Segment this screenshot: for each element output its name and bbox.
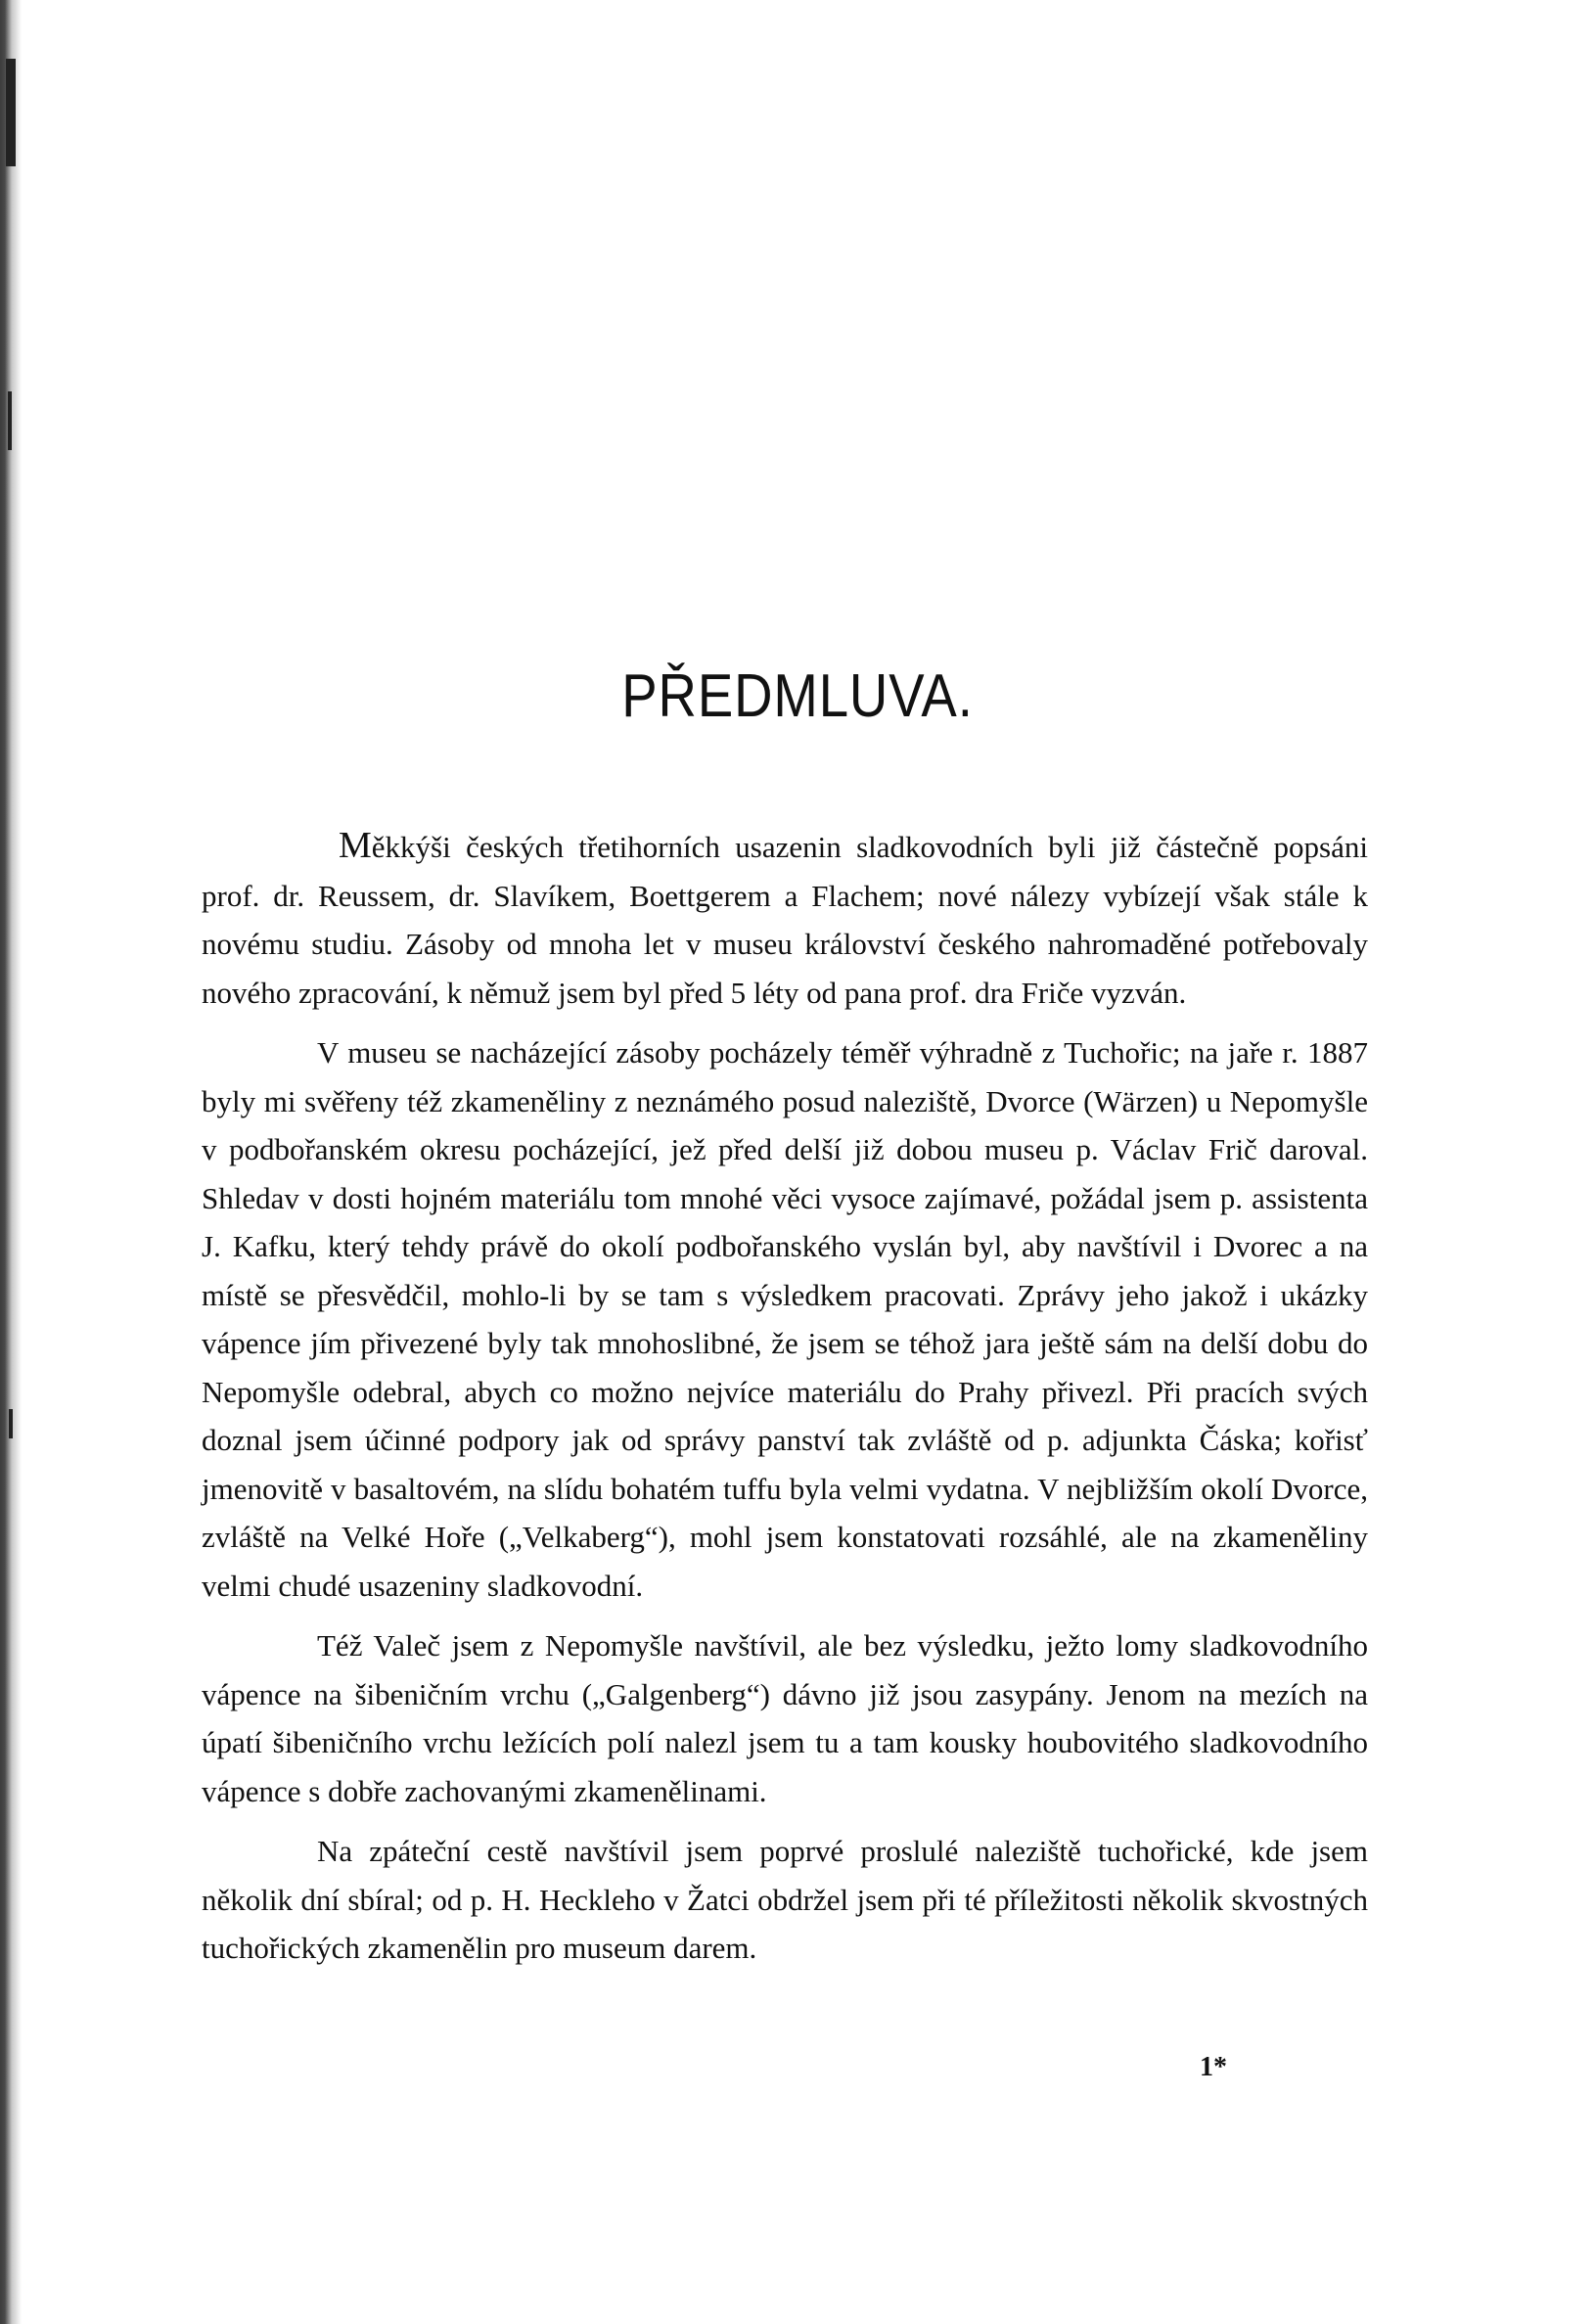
- body-text: [202, 822, 1368, 1984]
- signature-mark: 1*: [1200, 2052, 1227, 2082]
- scan-edge-mark: [6, 59, 16, 166]
- paragraph-text: ěkkýši českých třetihorních usazenin sladkovodních byli již částečně popsáni prof. dr. Reussem, dr. Slavíkem, Boettgerem a Flachem; nové nálezy vybízejí však stále k novému studiu. Zásoby od mnoha let v museu království českého nahromaděné potřebovaly nového zpracování, k němuž jsem byl před 5 léty od pana prof. dra Friče vyzván.: [202, 830, 1368, 1010]
- page-title: PŘEDMLUVA.: [621, 662, 974, 730]
- paragraph: Též Valeč jsem z Nepomyšle navštívil, ale bez výsledku, ježto lomy sladkovodního vápence na šibeničním vrchu („Galgenberg“) dávno již jsou zasypány. Jenom na mezích na úpatí šibeničního vrchu ležících polí nalezl jsem tu a tam kousky houbovitého sladkovodního vápence s dobře zachovanými zkamenělinami.: [202, 1628, 1368, 1808]
- scan-binding-edge: [0, 0, 22, 2324]
- paragraph: V museu se nacházející zásoby pocházely téměř výhradně z Tuchořic; na jaře r. 1887 byly mi svěřeny též zkameněliny z neznámého posud naleziště, Dvorce (Wärzen) u Nepomyšle v podbořanském okresu pocházející, jež před delší již dobou museu p. Václav Frič daroval. Shledav v dosti hojném materiálu tom mnohé věci vysoce zajímavé, požádal jsem p. assistenta J. Kafku, který tehdy právě do okolí podbořanského vyslán byl, aby navštívil i Dvorec a na místě se přesvědčil, mohlo-li by se tam s výsledkem pracovati. Zprávy jeho jakož i ukázky vápence jím přivezené byly tak mnohoslibné, že jsem se téhož jara ještě sám na delší dobu do Nepomyšle odebral, abych co možno nejvíce materiálu do Prahy přivezl. Při pracích svých doznal jsem účinné podpory jak od správy panství tak zvláště od p. adjunkta Čáska; kořisť jmenovitě v basaltovém, na slídu bohatém tuffu byla velmi vydatna. V nejbližším okolí Dvorce, zvláště na Velké Hoře („Velkaberg“), mohl jsem konstatovati rozsáhlé, ale na zkameněliny velmi chudé usazeniny sladkovodní.: [202, 1035, 1368, 1603]
- scan-edge-mark: [8, 391, 12, 450]
- initial-letter: M: [339, 825, 372, 866]
- scan-edge-mark: [9, 1409, 13, 1438]
- paragraph: Na zpáteční cestě navštívil jsem poprvé proslulé naleziště tuchořické, kde jsem několik dní sbíral; od p. H. Heckleho v Žatci obdržel jsem při té příležitosti několik skvostných tuchořických zkamenělin pro museum darem.: [202, 1834, 1368, 1965]
- paragraph: [202, 822, 1368, 1017]
